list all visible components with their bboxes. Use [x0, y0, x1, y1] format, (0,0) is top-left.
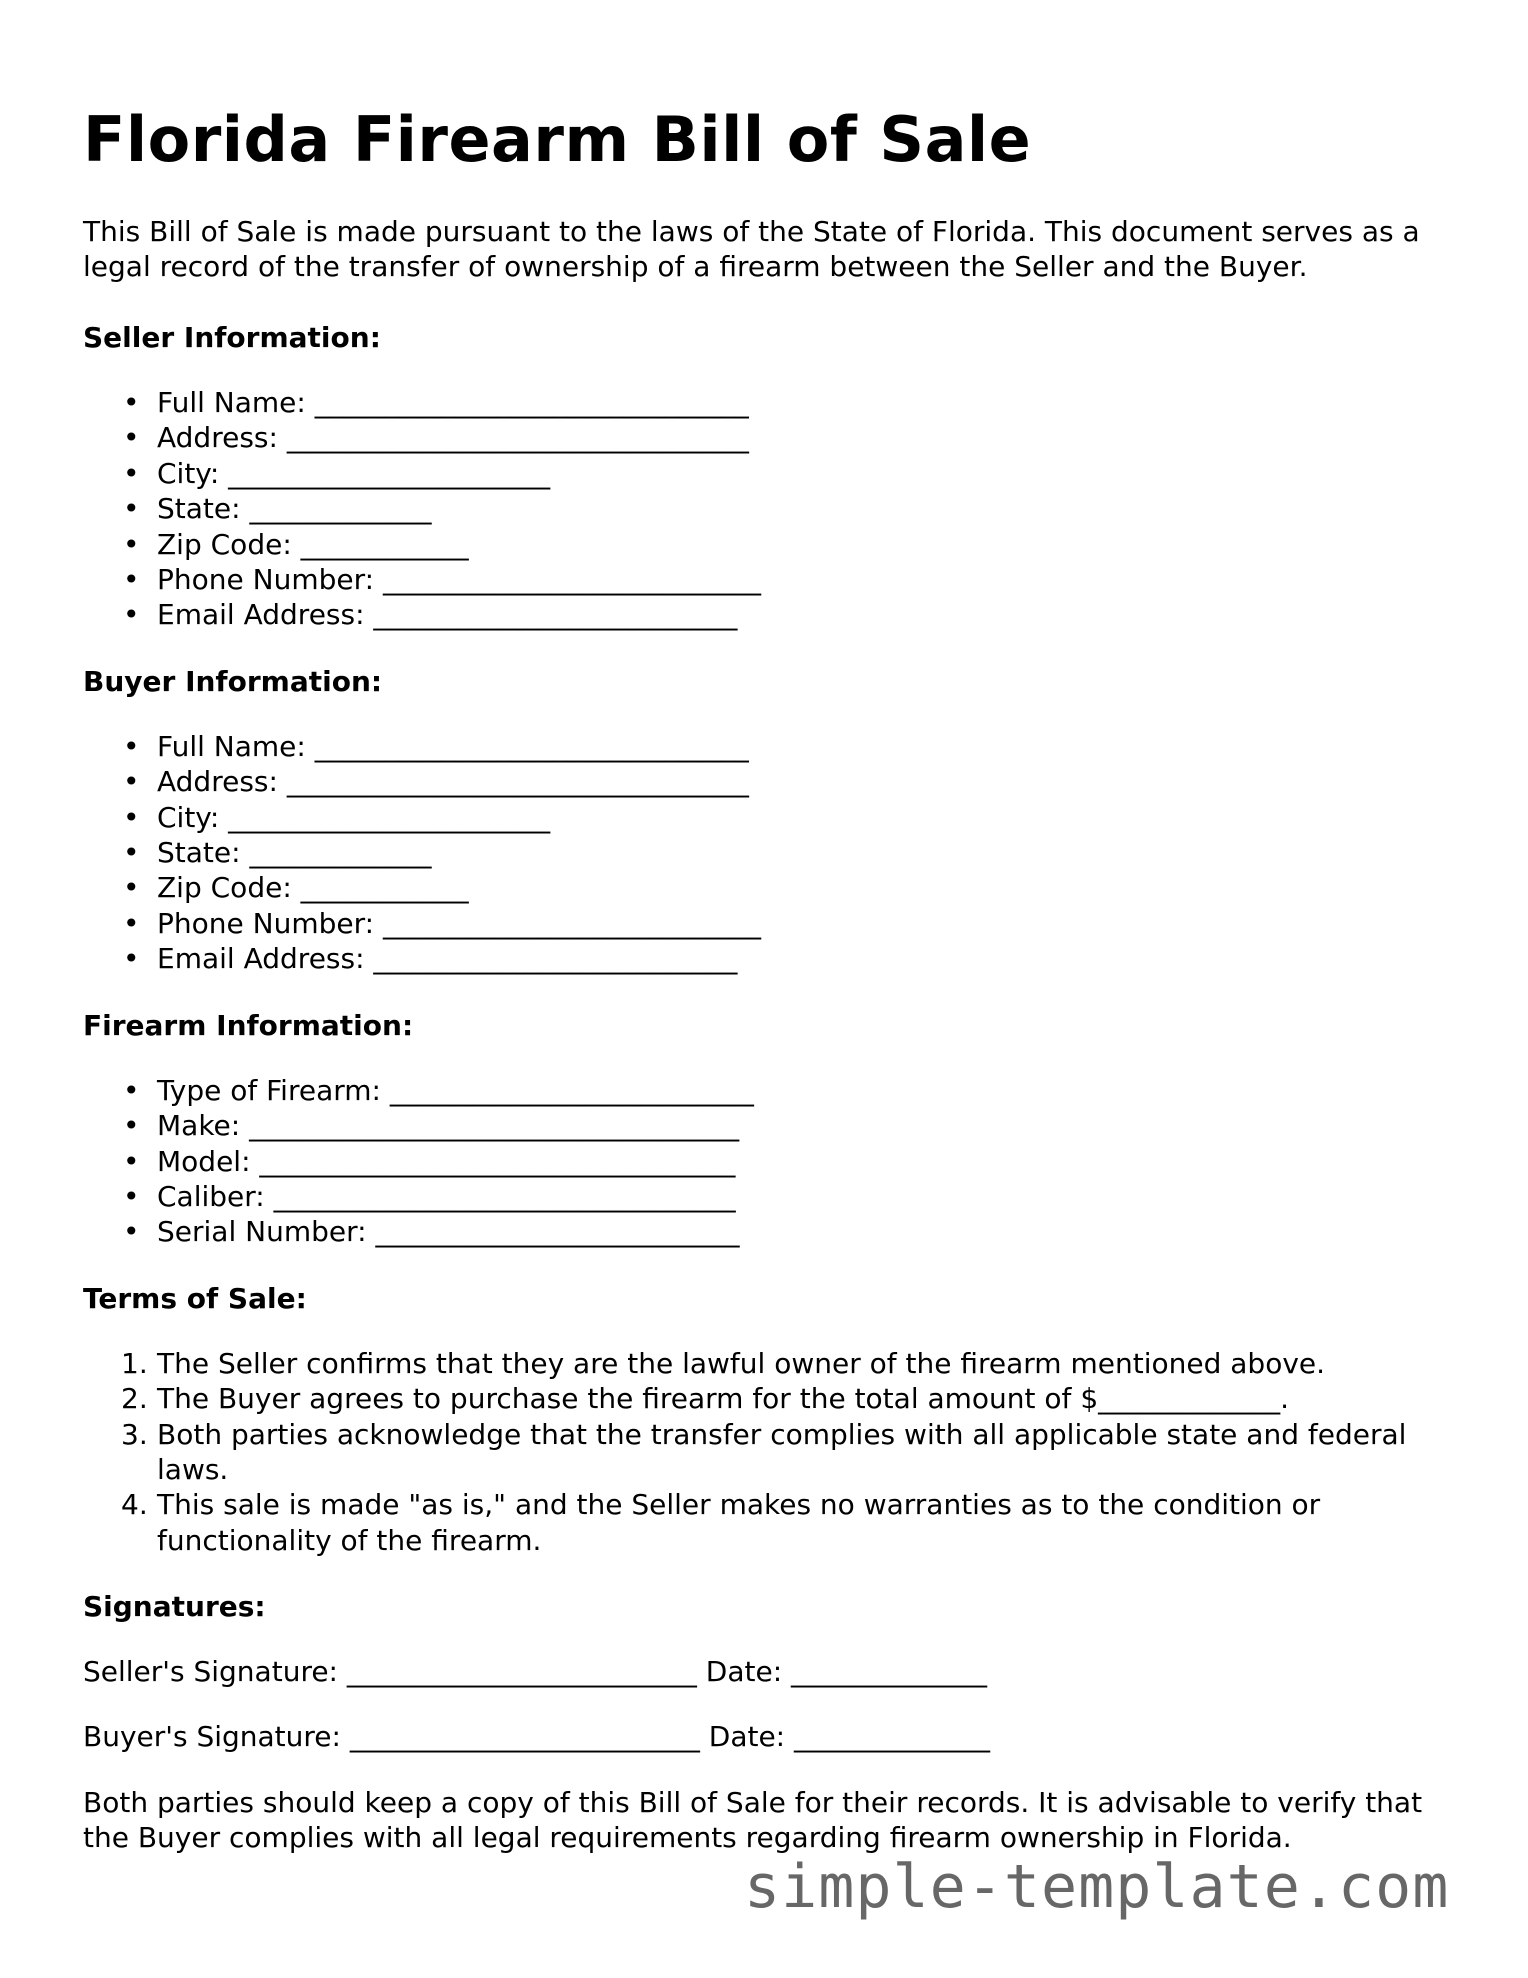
buyer-heading: Buyer Information: [83, 664, 383, 698]
signatures-heading: Signatures: [83, 1590, 266, 1624]
term-item [121, 1417, 1463, 1488]
firearm-make-field: • Make: ___________________________________ [157, 1108, 1463, 1143]
buyer-address-field: • Address: _________________________________ [157, 764, 1463, 799]
seller-signature-line: Seller's Signature: _________________________ Date: ______________ [83, 1655, 988, 1689]
seller-city-field: • City: _______________________ [157, 456, 1463, 491]
term-text: Both parties acknowledge that the transfer complies with all applicable state and federal laws. [157, 1417, 1407, 1486]
term-number: 3. [121, 1417, 148, 1451]
firearm-serial-field: • Serial Number: __________________________ [157, 1214, 1463, 1249]
signatures-section [83, 1589, 1463, 1754]
term-item [121, 1381, 1463, 1416]
seller-heading: Seller Information: [83, 321, 381, 354]
seller-address-field: • Address: _________________________________ [157, 420, 1463, 455]
terms-list [83, 1346, 1463, 1558]
term-text: This sale is made "as is," and the Seller makes no warranties as to the condition or functionality of the firearm. [157, 1488, 1321, 1557]
buyer-signature-line: Buyer's Signature: _________________________ Date: ______________ [83, 1720, 991, 1754]
seller-phone-field: • Phone Number: ___________________________ [157, 562, 1463, 597]
intro-paragraph: This Bill of Sale is made pursuant to the laws of the State of Florida. This document serves as a legal record of the transfer of ownership of a firearm between the Seller and the Buyer. [83, 215, 1420, 283]
firearm-fields [83, 1073, 1463, 1250]
buyer-section [83, 664, 1463, 977]
seller-fields [83, 385, 1463, 633]
firearm-model-field: • Model: __________________________________ [157, 1144, 1463, 1179]
page-title: Florida Firearm Bill of Sale [83, 103, 1032, 176]
term-item [121, 1487, 1463, 1558]
buyer-full-name-field: • Full Name: _______________________________ [157, 729, 1463, 764]
seller-zip-field: • Zip Code: ____________ [157, 527, 1463, 562]
seller-section [83, 320, 1463, 633]
firearm-type-field: • Type of Firearm: __________________________ [157, 1073, 1463, 1108]
term-text: The Buyer agrees to purchase the firearm for the total amount of $_____________. [157, 1382, 1290, 1416]
buyer-city-field: • City: _______________________ [157, 800, 1463, 835]
term-number: 2. [121, 1382, 148, 1416]
closing-paragraph: Both parties should keep a copy of this Bill of Sale for their records. It is advisable to verify that the Buyer complies with all legal requirements regarding firearm ownership in Florida. [83, 1786, 1423, 1855]
buyer-fields [83, 729, 1463, 977]
term-number: 1. [121, 1346, 148, 1380]
watermark: simple-template.com [744, 1852, 1450, 1922]
buyer-phone-field: • Phone Number: ___________________________ [157, 906, 1463, 941]
firearm-caliber-field: • Caliber: _________________________________ [157, 1179, 1463, 1214]
terms-section [83, 1281, 1463, 1558]
firearm-section [83, 1008, 1463, 1250]
seller-state-field: • State: _____________ [157, 491, 1463, 526]
terms-heading: Terms of Sale: [83, 1281, 307, 1315]
term-item [121, 1346, 1463, 1381]
term-text: The Seller confirms that they are the lawful owner of the firearm mentioned above. [157, 1346, 1326, 1380]
seller-email-field: • Email Address: __________________________ [157, 597, 1463, 632]
buyer-zip-field: • Zip Code: ____________ [157, 870, 1463, 905]
seller-full-name-field: • Full Name: _______________________________ [157, 385, 1463, 420]
buyer-state-field: • State: _____________ [157, 835, 1463, 870]
buyer-email-field: • Email Address: __________________________ [157, 941, 1463, 976]
term-number: 4. [121, 1488, 148, 1522]
document-page [83, 0, 1463, 1855]
firearm-heading: Firearm Information: [83, 1008, 414, 1042]
